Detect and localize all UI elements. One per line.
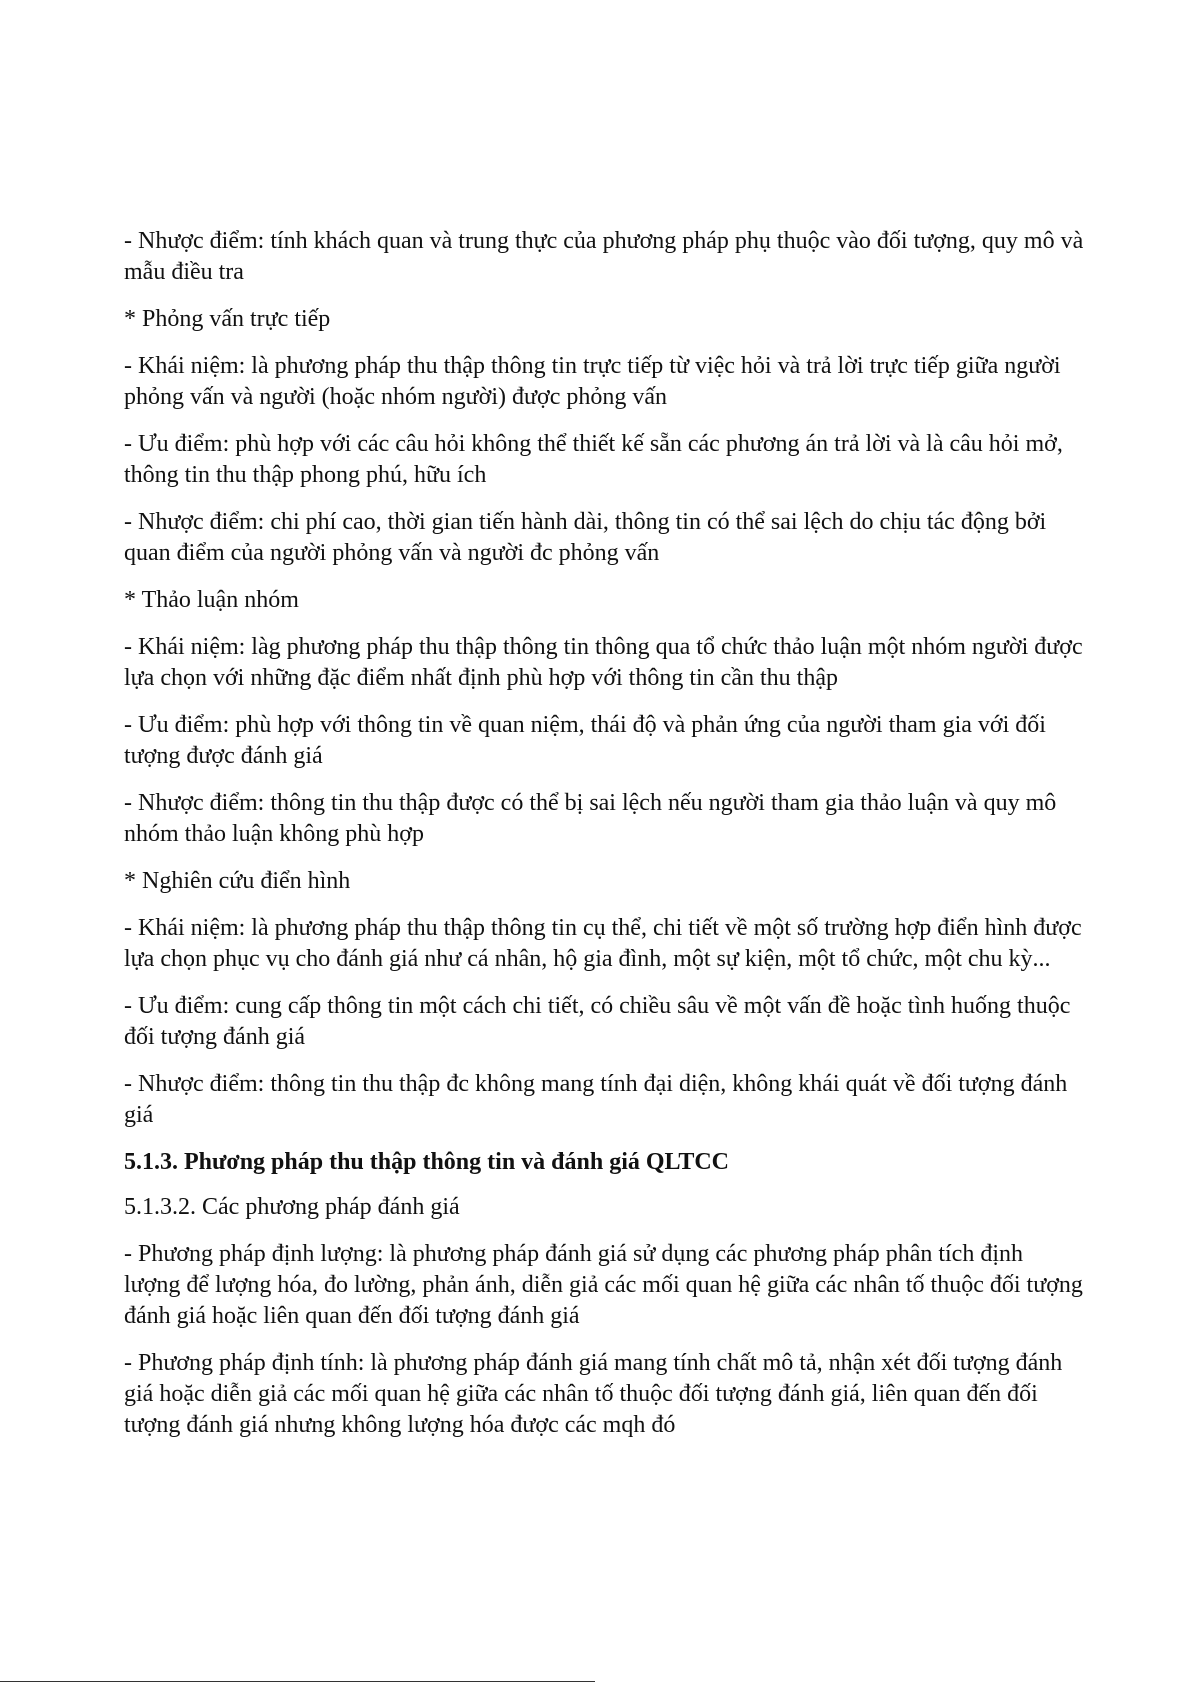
paragraph-case-weakness: - Nhược điểm: thông tin thu thập đc không mang tính đại diện, không khái quát về đối tượng đánh giá [124, 1071, 1068, 1128]
paragraph-quantitative-method: - Phương pháp định lượng: là phương pháp đánh giá sử dụng các phương pháp phân tích định lượng để lượng hóa, đo lường, phản ánh, diễn giả các mối quan hệ giữa các nhân tố thuộc đối tượng đánh giá hoặc liên quan đến đối tượng đánh giá [124, 1241, 1083, 1329]
paragraph-interview-strength: - Ưu điểm: phù hợp với các câu hỏi không thể thiết kế sẵn các phương án trả lời và là câu hỏi mở, thông tin thu thập phong phú, hữu ích [124, 431, 1063, 488]
subsection-heading: 5.1.3.2. Các phương pháp đánh giá [124, 1194, 460, 1220]
heading-group-discussion: * Thảo luận nhóm [124, 587, 299, 613]
paragraph-qualitative-method: - Phương pháp định tính: là phương pháp đánh giá mang tính chất mô tả, nhận xét đối tượng đánh giá hoặc diễn giả các mối quan hệ giữa các nhân tố thuộc đối tượng đánh giá, liên quan đến đối tượng đánh giá nhưng không lượng hóa được các mqh đó [124, 1350, 1063, 1438]
footer-divider [0, 1681, 595, 1682]
paragraph-interview-concept: - Khái niệm: là phương pháp thu thập thông tin trực tiếp từ việc hỏi và trả lời trực tiếp giữa người phỏng vấn và người (hoặc nhóm người) được phỏng vấn [124, 353, 1061, 410]
paragraph-case-strength: - Ưu điểm: cung cấp thông tin một cách chi tiết, có chiều sâu về một vấn đề hoặc tình huống thuộc đối tượng đánh giá [124, 993, 1071, 1050]
page-content [124, 226, 1084, 1457]
heading-direct-interview: * Phỏng vấn trực tiếp [124, 306, 331, 332]
paragraph-discussion-strength: - Ưu điểm: phù hợp với thông tin về quan niệm, thái độ và phản ứng của người tham gia với đối tượng được đánh giá [124, 712, 1046, 769]
heading-case-study: * Nghiên cứu điển hình [124, 868, 351, 894]
paragraph-discussion-weakness: - Nhược điểm: thông tin thu thập được có thể bị sai lệch nếu người tham gia thảo luận và quy mô nhóm thảo luận không phù hợp [124, 790, 1057, 847]
paragraph-weakness-survey: - Nhược điểm: tính khách quan và trung thực của phương pháp phụ thuộc vào đối tượng, quy mô và mẫu điều tra [124, 228, 1084, 285]
paragraph-case-concept: - Khái niệm: là phương pháp thu thập thông tin cụ thể, chi tiết về một số trường hợp điển hình được lựa chọn phục vụ cho đánh giá như cá nhân, hộ gia đình, một sự kiện, một tổ chức, một chu kỳ... [124, 915, 1082, 972]
section-heading: 5.1.3. Phương pháp thu thập thông tin và đánh giá QLTCC [124, 1149, 730, 1175]
paragraph-interview-weakness: - Nhược điểm: chi phí cao, thời gian tiến hành dài, thông tin có thể sai lệch do chịu tác động bởi quan điểm của người phỏng vấn và người đc phỏng vấn [124, 509, 1047, 566]
paragraph-discussion-concept: - Khái niệm: làg phương pháp thu thập thông tin thông qua tổ chức thảo luận một nhóm người được lựa chọn với những đặc điểm nhất định phù hợp với thông tin cần thu thập [124, 634, 1083, 691]
